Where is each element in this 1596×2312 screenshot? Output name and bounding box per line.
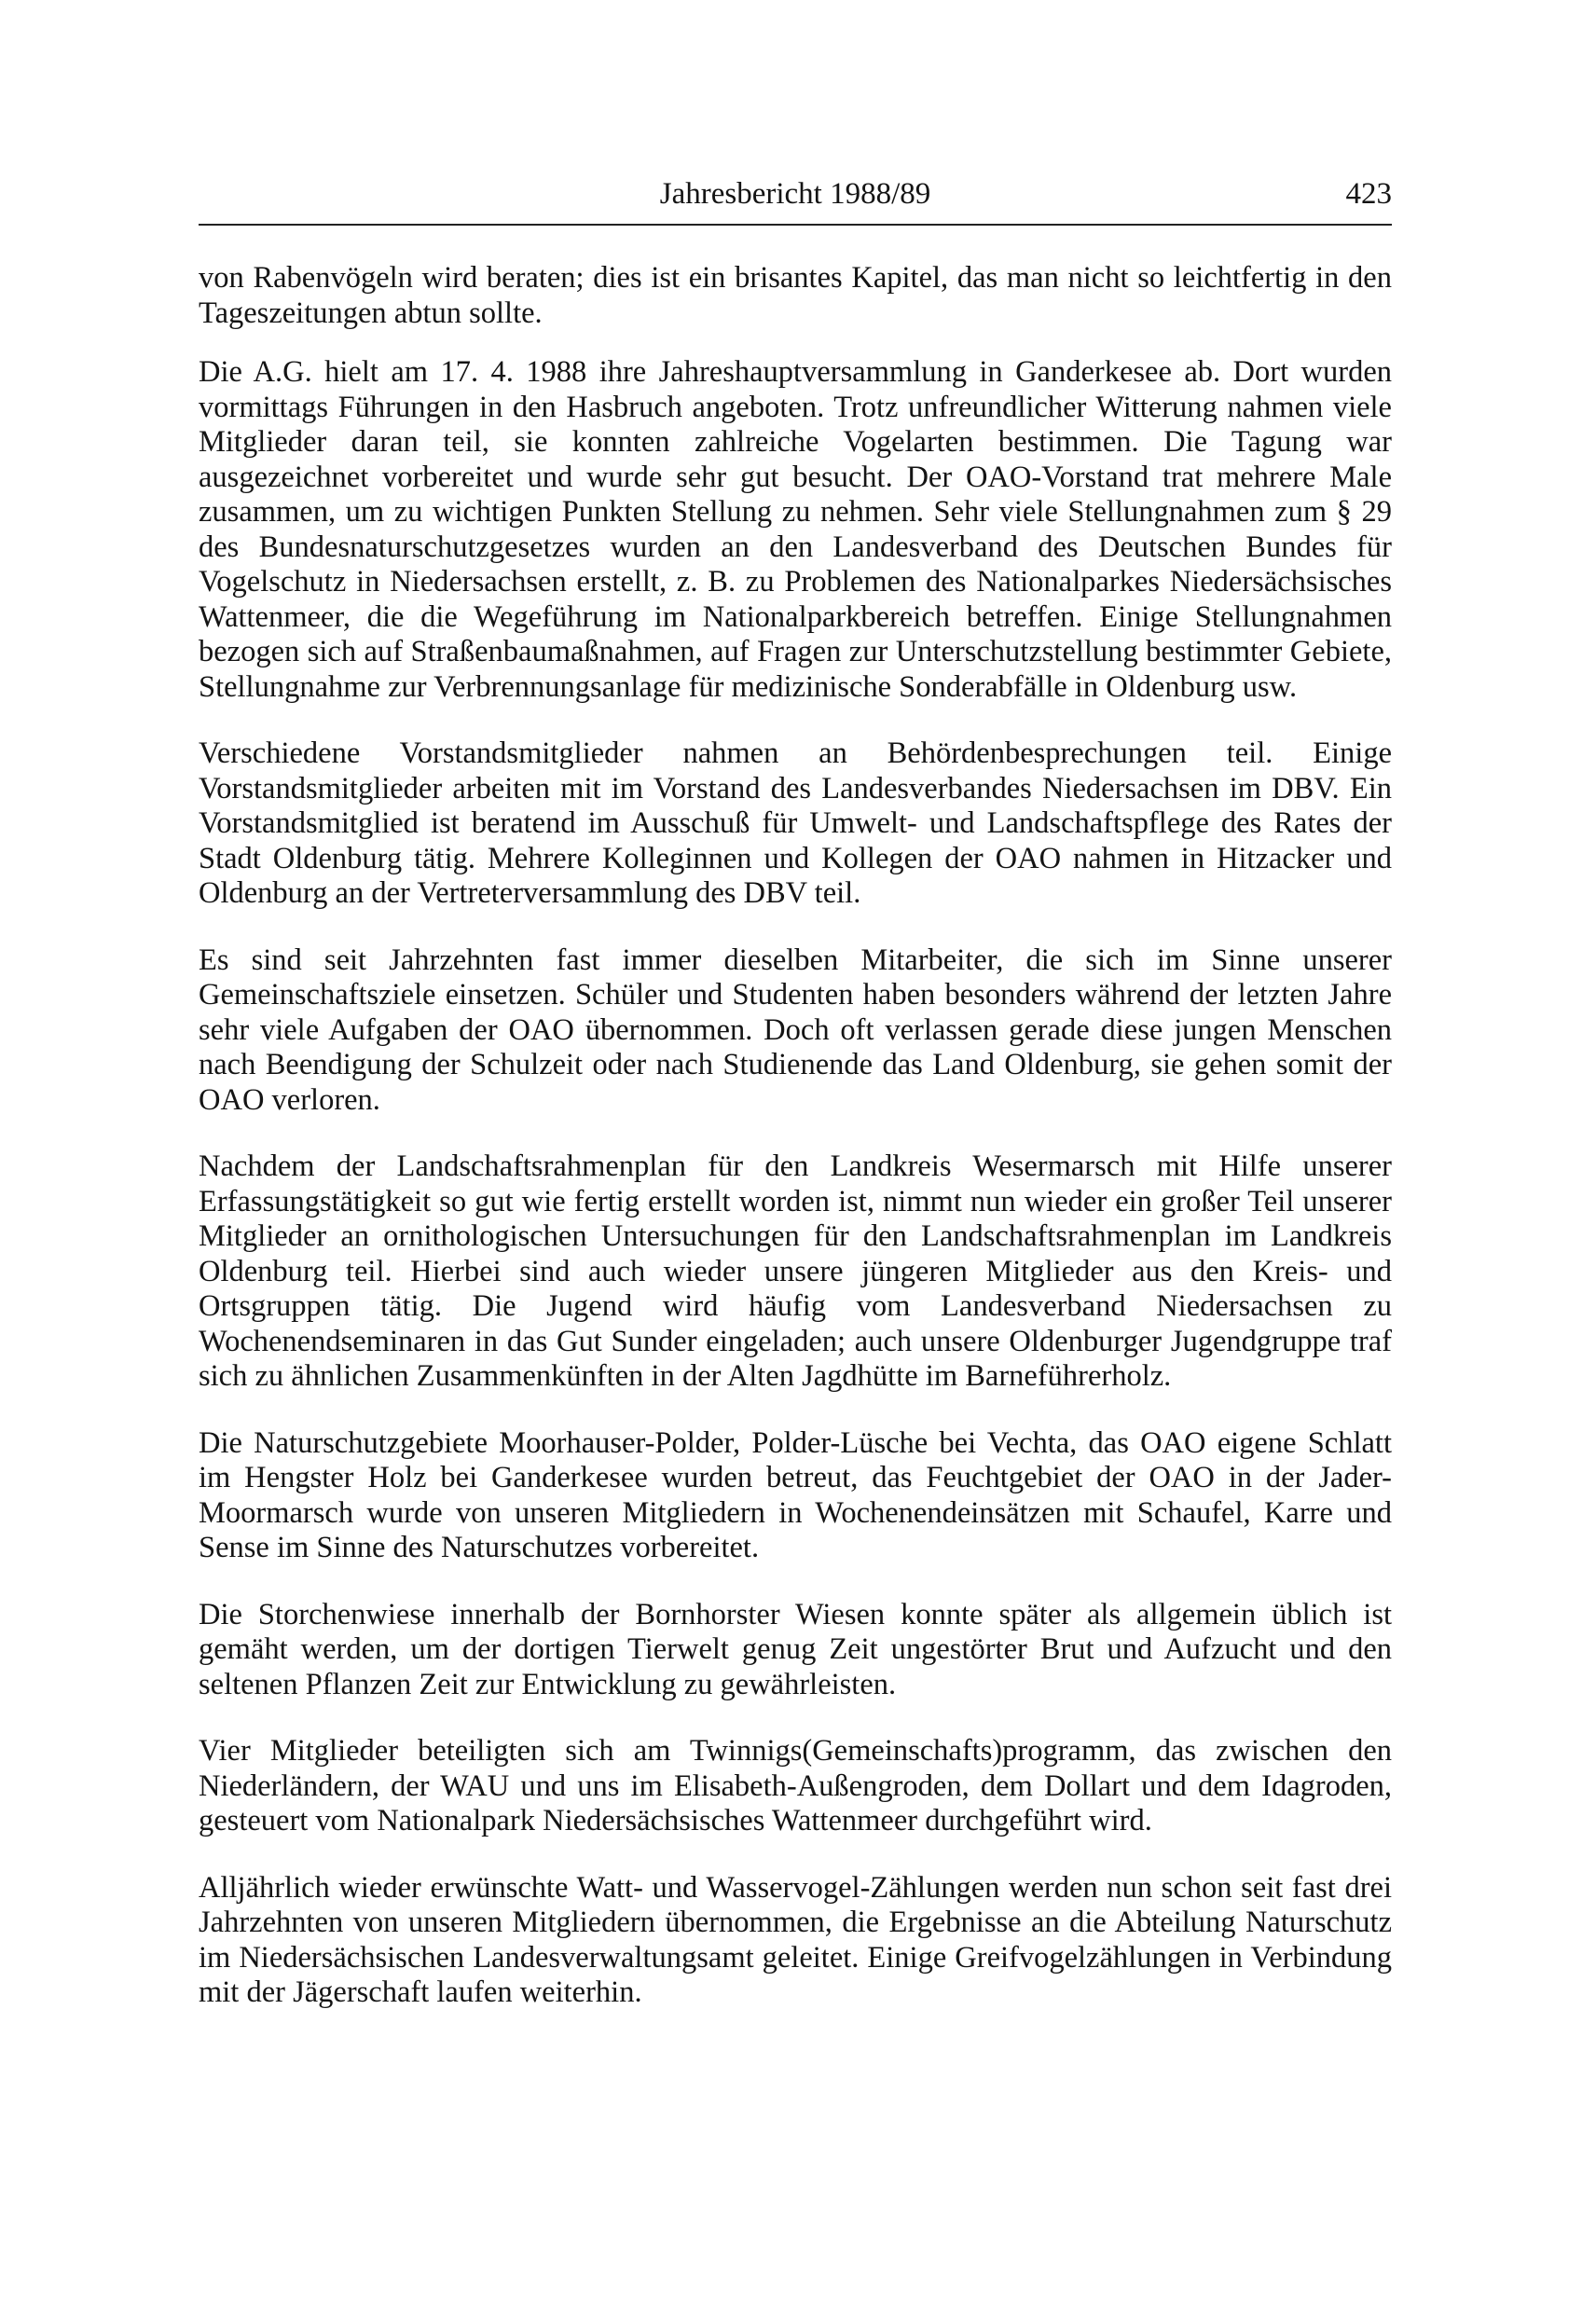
paragraph: Nachdem der Landschaftsrahmenplan für den Landkreis Wesermarsch mit Hilfe unserer Erfassungstätigkeit so gut wie fertig erstellt worden ist, nimmt nun wieder ein großer Teil unserer Mitglieder an ornithologischen Untersuchungen für den Landschaftsrahmenplan im Landkreis Oldenburg teil. Hierbei sind auch wieder unsere jüngeren Mitglieder aus den Kreis- und Ortsgruppen tätig. Die Jugend wird häufig vom Landesverband Niedersachsen zu Wochenendseminaren in das Gut Sunder eingeladen; auch unsere Oldenburger Jugendgruppe traf sich zu ähnlichen Zusammenkünften in der Alten Jagdhütte im Barneführerholz. <box>199 1149 1392 1393</box>
paragraph: Vier Mitglieder beteiligten sich am Twinnigs(Gemeinschafts)programm, das zwischen den Niederländern, der WAU und uns im Elisabeth-Außengroden, dem Dollart und dem Idagroden, gesteuert vom Nationalpark Niedersächsisches Wattenmeer durchgeführt wird. <box>199 1734 1392 1837</box>
body-text <box>199 261 1392 2043</box>
paragraph: Die Naturschutzgebiete Moorhauser-Polder, Polder-Lüsche bei Vechta, das OAO eigene Schlatt im Hengster Holz bei Ganderkesee wurden betreut, das Feuchtgebiet der OAO in der Jader-Moormarsch wurde von unseren Mitgliedern in Wochenendeinsätzen mit Schaufel, Karre und Sense im Sinne des Naturschutzes vorbereitet. <box>199 1425 1392 1564</box>
paragraph: Die A.G. hielt am 17. 4. 1988 ihre Jahreshauptversammlung in Ganderkesee ab. Dort wurden vormittags Führungen in den Hasbruch angeboten. Trotz unfreundlicher Witterung nahmen viele Mitglieder daran teil, sie konnten zahlreiche Vogelarten bestimmen. Die Tagung war ausgezeichnet vorbereitet und wurde sehr gut besucht. Der OAO-Vorstand trat mehrere Male zusammen, um zu wichtigen Punkten Stellung zu nehmen. Sehr viele Stellungnahmen zum § 29 des Bundesnaturschutzgesetzes wurden an den Landesverband des Deutschen Bundes für Vogelschutz in Niedersachsen erstellt, z. B. zu Problemen des Nationalparkes Niedersächsisches Wattenmeer, die die Wegeführung im Nationalparkbereich betreffen. Einige Stellungnahmen bezogen sich auf Straßenbaumaßnahmen, auf Fragen zur Unterschutzstellung bestimmter Gebiete, Stellungnahme zur Verbrennungsanlage für medizinische Sonderabfälle in Oldenburg usw. <box>199 355 1392 704</box>
paragraph: Die Storchenwiese innerhalb der Bornhorster Wiesen konnte später als allgemein üblich ist gemäht werden, um der dortigen Tierwelt genug Zeit ungestörter Brut und Aufzucht und den seltenen Pflanzen Zeit zur Entwicklung zu gewährleisten. <box>199 1597 1392 1701</box>
paragraph: von Rabenvögeln wird beraten; dies ist ein brisantes Kapitel, das man nicht so leichtfertig in den Tageszeitungen abtun sollte. <box>199 261 1392 330</box>
page-header <box>199 175 1392 226</box>
paragraph: Es sind seit Jahrzehnten fast immer dieselben Mitarbeiter, die sich im Sinne unserer Gemeinschaftsziele einsetzen. Schüler und Studenten haben besonders während der letzten Jahre sehr viele Aufgaben der OAO übernommen. Doch oft verlassen gerade diese jungen Menschen nach Beendigung der Schulzeit oder nach Studienende das Land Oldenburg, sie gehen somit der OAO verloren. <box>199 943 1392 1117</box>
paragraph: Verschiedene Vorstandsmitglieder nahmen an Behördenbesprechungen teil. Einige Vorstandsmitglieder arbeiten mit im Vorstand des Landesverbandes Niedersachsen im DBV. Ein Vorstandsmitglied ist beratend im Ausschuß für Umwelt- und Landschaftspflege des Rates der Stadt Oldenburg tätig. Mehrere Kolleginnen und Kollegen der OAO nahmen in Hitzacker und Oldenburg an der Vertreterversammlung des DBV teil. <box>199 736 1392 910</box>
page-number: 423 <box>1345 177 1392 211</box>
paragraph: Alljährlich wieder erwünschte Watt- und Wasservogel-Zählungen werden nun schon seit fast drei Jahrzehnten von unseren Mitgliedern übernommen, die Ergebnisse an die Abteilung Naturschutz im Niedersächsischen Landesverwaltungsamt geleitet. Einige Greifvogelzählungen in Verbindung mit der Jägerschaft laufen weiterhin. <box>199 1870 1392 2009</box>
running-title: Jahresbericht 1988/89 <box>659 177 931 211</box>
